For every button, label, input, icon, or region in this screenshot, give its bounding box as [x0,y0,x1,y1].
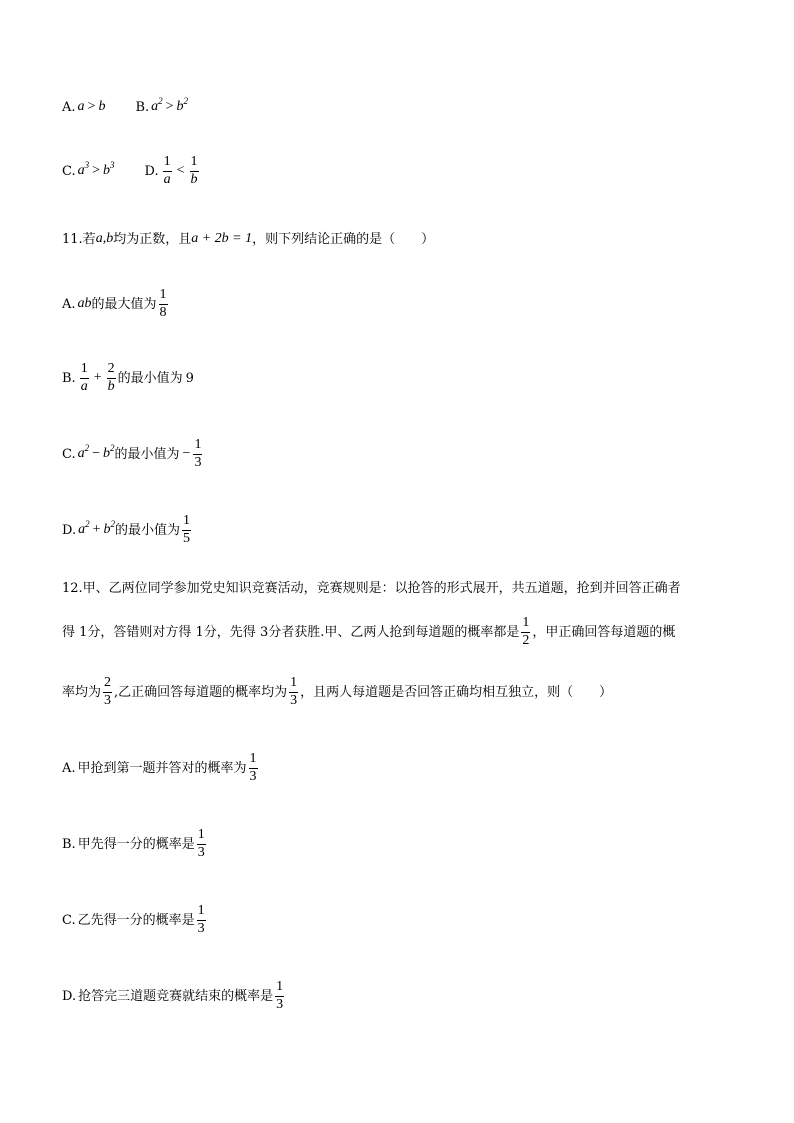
q12-option-c-text: 乙先得一分的概率是 [77,912,195,928]
q12-prob-one-third: $\frac{1}{3}$ [290,675,298,708]
q12-line-3a-text: 率均为 [62,684,102,700]
q11-option-c: C. $a^2$ − $b^2$ 的最小值为 − $\frac{1}{3}$ [62,437,202,470]
q12-line-3b-text: ,乙正确回答每道题的概率均为 [114,684,288,700]
q10-option-a-label: A. [62,99,76,115]
q10-option-d-frac-1: $\frac{1}{a}$ [163,154,171,187]
q12-option-d-text: 抢答完三道题竞赛就结束的概率是 [78,988,274,1004]
q12-option-d-frac: $\frac{1}{3}$ [276,979,284,1012]
q11-option-b-label: B. [62,370,76,386]
q10-options-cd: C. $a^3$ > $b^3$ D. $\frac{1}{a}$ < $\frac{1}{b}$ [62,154,198,187]
q11-option-b-value: 9 [185,370,194,386]
q12-stem-line-2 [62,616,675,648]
q12-option-a [62,752,260,784]
q11-mid-text: 均为正数，且 [113,231,192,247]
q10-option-c-label: C. [62,163,76,179]
q10-option-d-frac-2: $\frac{1}{b}$ [190,154,198,187]
q12-line-2b-text: ，甲正确回答每道题的概 [532,624,676,640]
q12-stem-line-3 [62,676,612,708]
q10-option-c-formula: $a^3$ [77,160,90,179]
q11-option-d-label: D. [62,522,77,538]
q10-option-b-label: B. [135,99,150,115]
q12-option-b-frac: $\frac{1}{3}$ [197,827,205,860]
q12-line-2a-text: 得 1分，答错则对方得 1分，先得 3分者获胜.甲、乙两人抢到每道题的概率都是 [62,624,520,640]
q11-option-a-text: 的最大值为 [91,296,157,312]
q11-option-c-text: 的最小值为 [114,446,180,462]
q12-option-b [62,828,208,860]
q12-option-a-text: 甲抢到第一题并答对的概率为 [77,760,247,776]
q10-options-ab: A. a > b B. $a^2$ > $b^2$ [62,96,189,115]
q12-option-b-text: 甲先得一分的概率是 [77,836,195,852]
q12-line-3c-text: ，且两人每道题是否回答正确均相互独立，则（ ） [300,684,613,700]
q12-option-a-label: A. [62,760,76,776]
q12-option-d [62,980,286,1012]
q11-option-d: D. $a^2$ + $b^2$ 的最小值为 $\frac{1}{5}$ [62,513,191,546]
q12-stem-line-1 [62,582,681,595]
q11-option-d-text: 的最小值为 [115,522,181,538]
q11-condition: a + 2b = 1 [191,231,253,246]
q12-prob-two-thirds: $\frac{2}{3}$ [104,675,112,708]
q12-option-c-label: C. [62,912,76,928]
q12-option-a-frac: $\frac{1}{3}$ [249,751,257,784]
q10-option-d-label: D. [144,163,159,179]
q12-option-c [62,904,208,936]
q11-option-b-text: 的最小值为 [117,370,183,386]
q12-line-1-text: 12.甲、乙两位同学参加党史知识竞赛活动，竞赛规则是：以抢答的形式展开，共五道题，抢到并回答正确者 [62,581,681,596]
q11-option-d-frac: $\frac{1}{5}$ [183,513,191,546]
q11-option-a-label: A. [62,296,76,312]
q12-option-b-label: B. [62,836,76,852]
q10-option-b-formula: $a^2$ [151,96,163,114]
q11-option-c-frac: $\frac{1}{3}$ [194,437,202,470]
q12-option-d-label: D. [62,988,77,1004]
q11-option-a: A. ab 的最大值为 $\frac{1}{8}$ [62,287,167,320]
q11-vars: a,b [95,231,114,246]
q12-option-c-frac: $\frac{1}{3}$ [197,903,205,936]
q11-option-b: B. $\frac{1}{a}$ + $\frac{2}{b}$ 的最小值为 9 [62,361,194,394]
q11-suffix: ，则下列结论正确的是（ ） [252,231,435,247]
q11-number: 11.若 [62,231,96,247]
q10-option-a-formula: a [77,99,85,114]
q11-option-c-label: C. [62,446,76,462]
q12-prob-half: $\frac{1}{2}$ [522,615,530,648]
q11-stem [62,232,434,246]
q11-option-a-frac: $\frac{1}{8}$ [159,287,167,320]
